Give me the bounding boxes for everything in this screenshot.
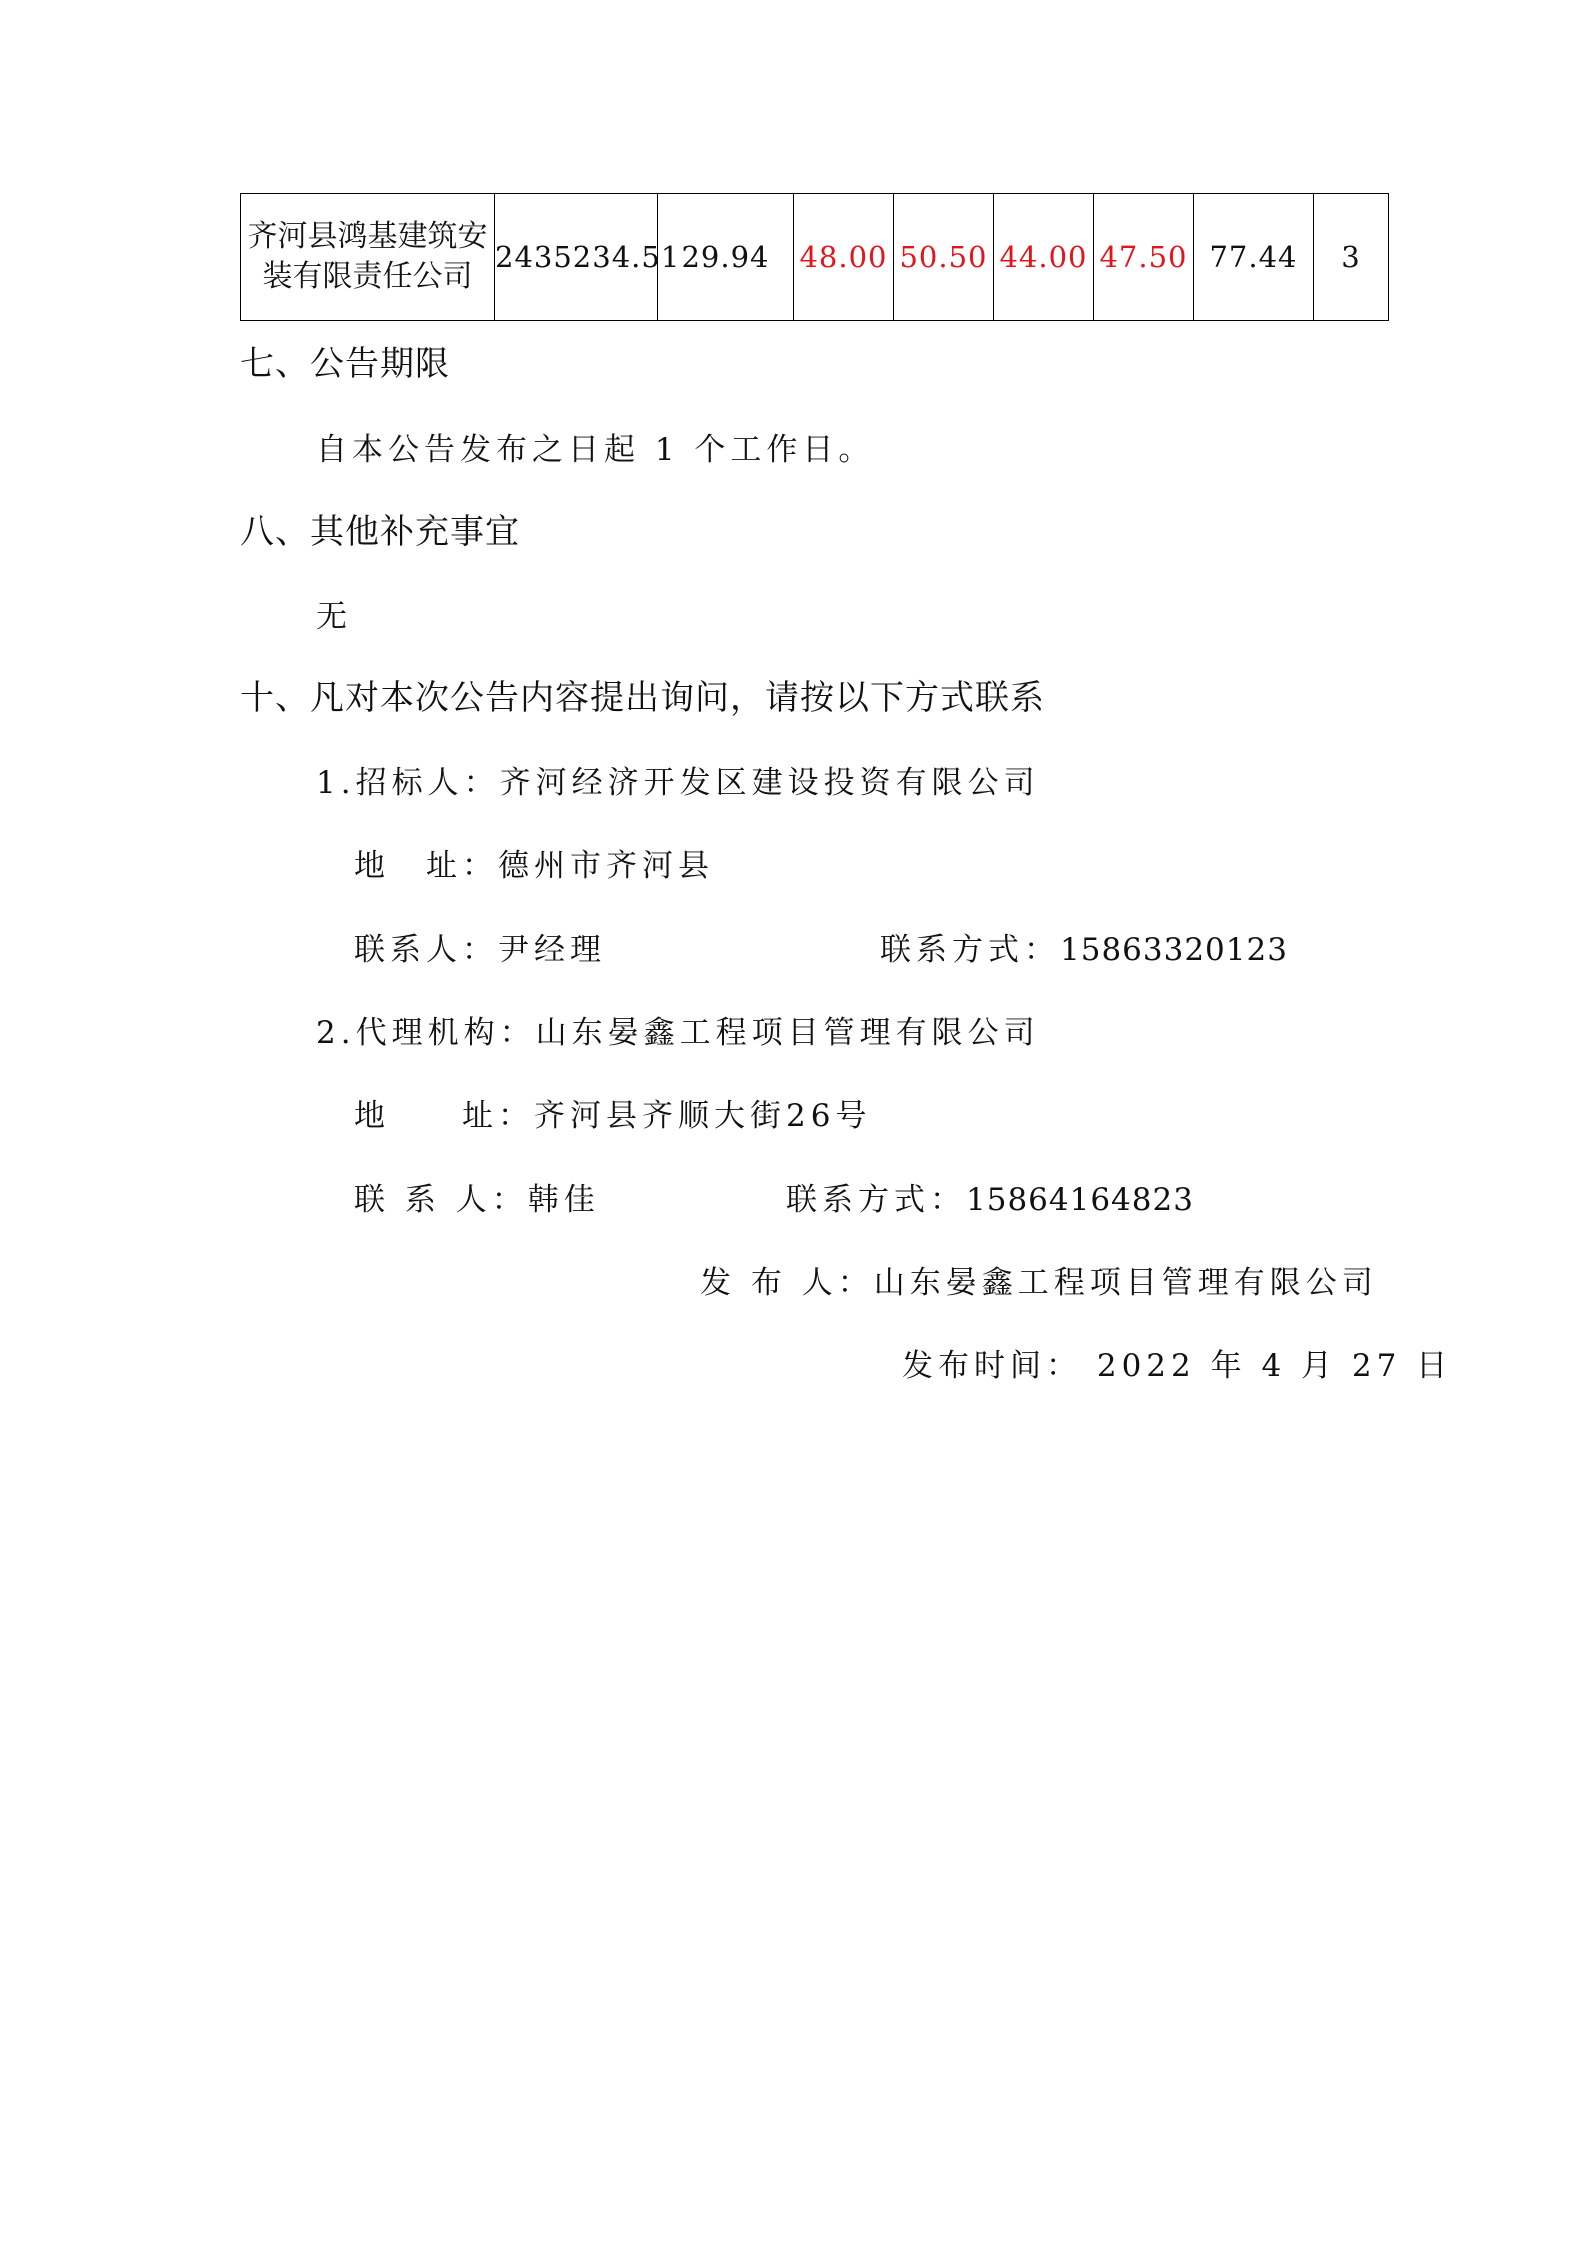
- publisher-label: 发 布 人：: [700, 1265, 874, 1301]
- bid-price-cell: 2435234.51: [495, 194, 658, 321]
- agency-name: 山东晏鑫工程项目管理有限公司: [535, 1015, 1040, 1051]
- price-score-cell: 29.94: [658, 194, 794, 321]
- tenderer-contact-label: 联系人：: [354, 932, 498, 968]
- tenderer-phone: 15863320123: [1060, 932, 1288, 968]
- technical-score-cell: 47.50: [1094, 194, 1194, 321]
- publisher-name: 山东晏鑫工程项目管理有限公司: [873, 1265, 1378, 1301]
- publish-date-label: 发布时间：: [902, 1348, 1082, 1384]
- agency-phone-label: 联系方式：: [786, 1182, 966, 1218]
- agency-address-label: 地 址：: [354, 1098, 534, 1134]
- rank-cell: 3: [1314, 194, 1389, 321]
- section-10-heading: 十、凡对本次公告内容提出询问，请按以下方式联系: [240, 678, 1045, 718]
- table-row: [241, 194, 1389, 321]
- publisher-line: [700, 1263, 1378, 1303]
- section-7-heading: 七、公告期限: [240, 344, 450, 384]
- agency-label: 2.代理机构：: [316, 1015, 536, 1051]
- tenderer-address: 德州市齐河县: [498, 848, 714, 884]
- tenderer-name: 齐河经济开发区建设投资有限公司: [499, 765, 1040, 801]
- section-7-text: 自本公告发布之日起 1 个工作日。: [316, 432, 875, 468]
- evaluation-result-table: [240, 193, 1389, 321]
- agency-contact-line: [354, 1180, 600, 1220]
- total-score-cell: 77.44: [1194, 194, 1314, 321]
- section-8-text: 无: [316, 599, 352, 635]
- tenderer-label: 1.招标人：: [316, 765, 500, 801]
- agency-contact: 韩佳: [527, 1182, 600, 1218]
- tenderer-address-label: 地 址：: [354, 848, 498, 884]
- company-name-cell: 齐河县鸿基建筑安装有限责任公司: [241, 194, 495, 321]
- technical-score-cell: 50.50: [894, 194, 994, 321]
- technical-score-cell: 48.00: [794, 194, 894, 321]
- technical-score-cell: 44.00: [994, 194, 1094, 321]
- agency-contact-label: 联 系 人：: [354, 1182, 528, 1218]
- section-8-heading: 八、其他补充事宜: [240, 512, 520, 552]
- tenderer-address-line: [354, 846, 714, 886]
- tenderer-contact-line: [354, 930, 606, 970]
- publish-date: 2022 年 4 月 27 日: [1082, 1348, 1453, 1384]
- agency-address-line: [354, 1096, 871, 1136]
- agency-line: [316, 1013, 1040, 1053]
- tenderer-phone-line: [880, 930, 1288, 970]
- tenderer-contact: 尹经理: [498, 932, 606, 968]
- agency-phone-line: [786, 1180, 1194, 1220]
- tenderer-phone-label: 联系方式：: [880, 932, 1060, 968]
- publish-date-line: [902, 1346, 1452, 1386]
- agency-phone: 15864164823: [966, 1182, 1194, 1218]
- agency-address: 齐河县齐顺大街26号: [534, 1098, 872, 1134]
- tenderer-line: [316, 763, 1040, 803]
